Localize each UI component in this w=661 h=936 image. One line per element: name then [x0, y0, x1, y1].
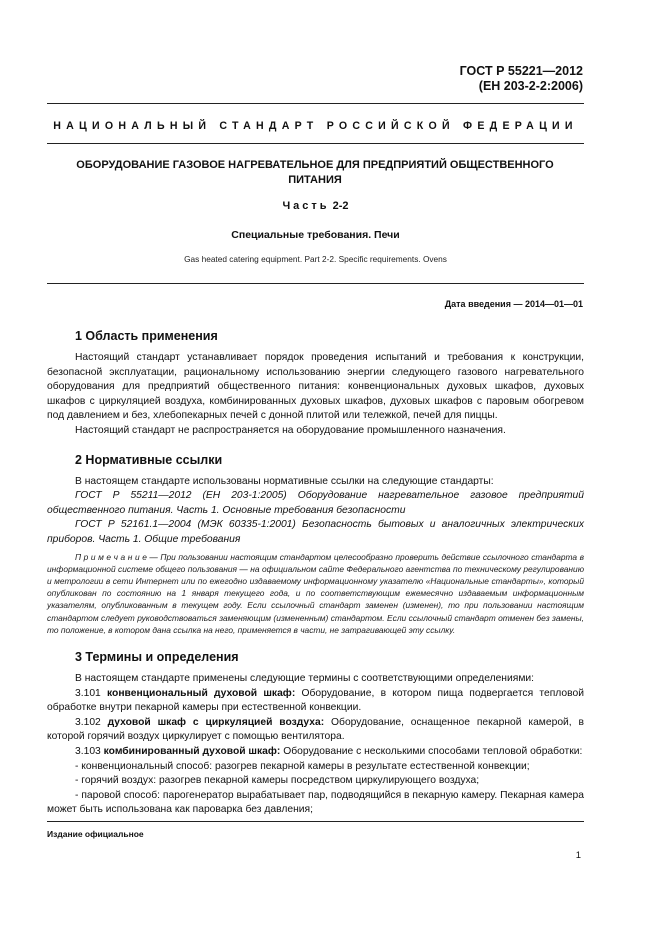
introduction-date: Дата введения — 2014—01—01 [444, 299, 583, 309]
term-text: Оборудование, оснащенное пекарной камерой, в которой горячий воздух циркулирует с помощью вентилятора. [47, 716, 584, 743]
title-rule [47, 283, 584, 284]
term-number: 3.102 [75, 716, 101, 728]
section-heading: 3 Термины и определения [75, 649, 239, 664]
term-definition [47, 716, 584, 745]
term-text: Оборудование, в котором пища подвергается тепловой обработке внутри пекарной камеры при естественной конвекции. [47, 687, 584, 714]
official-edition-label: Издание официальное [47, 829, 144, 839]
term-name: конвенциональный духовой шкаф: [107, 687, 296, 699]
list-item: - конвенциональный способ: разогрев пекарной камеры в результате естественной конвекции; [75, 760, 530, 772]
list-item: - паровой способ: парогенератор вырабатывает пар, подводящийся в пекарную камеру. Пекарная камера может быть использована как пароварка без давления; [47, 789, 584, 816]
term-number: 3.103 [75, 745, 101, 757]
top-rule [47, 103, 584, 104]
section-scope [47, 328, 584, 439]
page-number: 1 [575, 850, 581, 861]
list-item: - горячий воздух: разогрев пекарной камеры посредством циркулирующего воздуха; [75, 775, 480, 787]
standard-number: ГОСТ Р 55221—2012 [459, 64, 583, 78]
term-definition [47, 745, 584, 760]
paragraph: Настоящий стандарт устанавливает порядок проведения испытаний и требования к конструкции, безопасной эксплуатации, рациональному использованию энергии следующего газового нагревательного оборудования для предприятий общественного питания: конвенциональных духовых шкафов, духовых шкафов с циркуляцией воздуха, комбинированных духовых шкафов, духовых шкафов с паровым обогревом под давлением и без, хлебопекарных печей с донной плитой или тележкой, печей для пиццы. [47, 352, 584, 422]
footer-rule [47, 821, 584, 822]
banner-rule [47, 143, 584, 144]
part-label: Часть [282, 200, 330, 212]
reference-item: ГОСТ Р 52161.1—2004 (МЭК 60335-1:2001) Безопасность бытовых и аналогичных электрических приборов. Часть 1. Общие требования [47, 519, 584, 545]
section-terms [47, 649, 584, 818]
term-name: духовой шкаф с циркуляцией воздуха: [107, 716, 325, 728]
section-heading: 2 Нормативные ссылки [75, 452, 223, 467]
section-heading: 1 Область применения [75, 329, 218, 343]
english-title: Gas heated catering equipment. Part 2-2. Specific requirements. Ovens [184, 254, 447, 264]
document-body [47, 328, 584, 831]
document-subtitle: Специальные требования. Печи [231, 229, 400, 241]
paragraph: Настоящий стандарт не распространяется на оборудование промышленного назначения. [75, 424, 506, 436]
national-standard-banner: НАЦИОНАЛЬНЫЙ СТАНДАРТ РОССИЙСКОЙ ФЕДЕРАЦИИ [53, 120, 578, 132]
term-definition [47, 687, 584, 716]
section-normative-references [47, 452, 584, 636]
en-standard-number: (ЕН 203-2-2:2006) [478, 79, 583, 93]
note: П р и м е ч а н и е — При пользовании настоящим стандартом целесообразно проверить действие ссылочного стандарта в информационной системе общего пользования — на официальном сайте Федерального агентства по техническому регулированию и метрологии в сети Интернет или по ежегодно издаваемому информационному указателю «Национальные стандарты», который опубликован по состоянию на 1 января текущего года, и по соответствующим ежемесячно издаваемым информационным указателям, опубликованным в текущем году. Если ссылочный стандарт заменен (изменен), то при пользовании настоящим стандартом следует руководствоваться заменяющим (измененным) стандартом. Если ссылочный стандарт отменен без замены, то положение, в котором дана ссылка на него, применяется в части, не затрагивающей эту ссылку. [47, 551, 584, 635]
part-heading [47, 200, 584, 212]
term-text: Оборудование с несколькими способами тепловой обработки: [283, 745, 583, 757]
term-number: 3.101 [75, 687, 101, 699]
document-title: ОБОРУДОВАНИЕ ГАЗОВОЕ НАГРЕВАТЕЛЬНОЕ ДЛЯ ПРЕДПРИЯТИЙ ОБЩЕСТВЕННОГО ПИТАНИЯ [76, 159, 554, 186]
standard-number-block [460, 64, 583, 94]
part-number: 2-2 [332, 200, 349, 212]
paragraph: В настоящем стандарте применены следующие термины с соответствующими определениями: [75, 672, 535, 684]
paragraph: В настоящем стандарте использованы нормативные ссылки на следующие стандарты: [75, 475, 494, 487]
term-name: комбинированный духовой шкаф: [103, 745, 281, 757]
reference-item: ГОСТ Р 55211—2012 (ЕН 203-1:2005) Оборудование нагревательное газовое предприятий общественного питания. Часть 1. Основные требования безопасности [47, 490, 584, 516]
